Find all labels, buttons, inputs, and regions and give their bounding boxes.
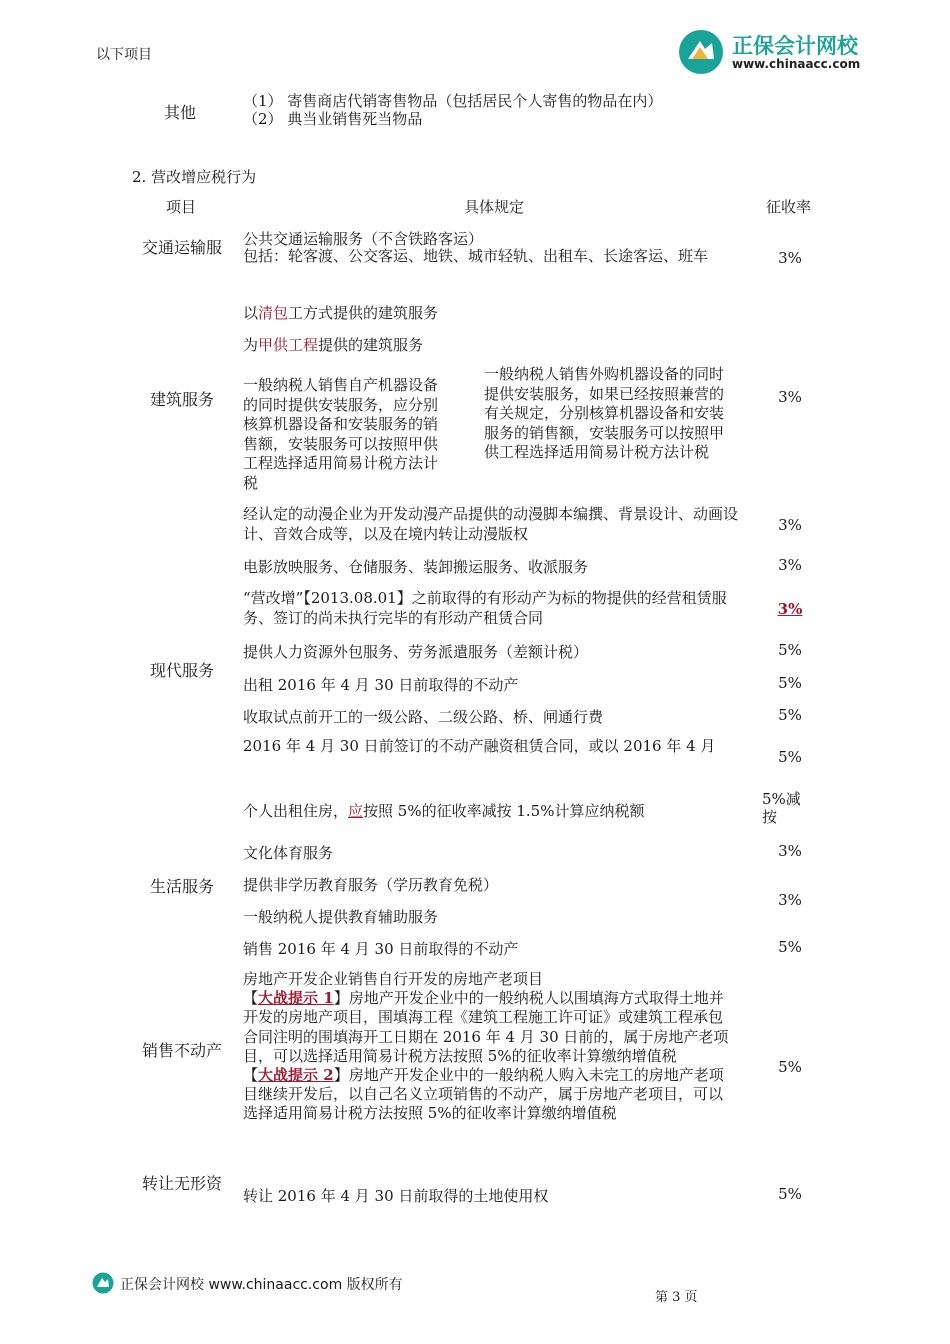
modern-row-1: 经认定的动漫企业为开发动漫产品提供的动漫脚本编撰、背景设计、动画设计、音效合成等，以及在境内转让动漫版权: [243, 505, 739, 543]
realestate-block: [243, 970, 735, 1154]
life-row-3: 一般纳税人提供教育辅助服务: [243, 908, 439, 926]
modern-row-1-rate: 3%: [778, 516, 802, 534]
modern-row-6-rate: 5%: [778, 706, 802, 724]
transport-line-1: 公共交通运输服务（不含铁路客运）: [243, 230, 484, 248]
construction-row-2: 为甲供工程提供的建筑服务: [243, 336, 424, 354]
construction-right-text: 一般纳税人销售外购机器设备的同时提供安装服务，如果已经按照兼营的有关规定，分别核算机器设备和安装服务的销售额，安装服务可以按照甲供工程选择适用简易计税方法计税: [484, 365, 725, 461]
table-header-detail: 具体规定: [464, 198, 525, 216]
realestate-tip-2: 【大战提示 2】房地产开发企业中的一般纳税人购入未完工的房地产老项目继续开发后，以自己名义立项销售的不动产，属于房地产老项目，可以选择适用简易计税方法按照 5%的征收率计算缴纳增值税: [243, 1066, 724, 1123]
footer-text: 正保会计网校 www.chinaacc.com 版权所有: [120, 1277, 403, 1293]
section-title: 2. 营改增应税行为: [132, 168, 257, 186]
page-number: 第 3 页: [655, 1290, 698, 1305]
construction-rate: 3%: [778, 388, 802, 406]
other-item-2: （2） 典当业销售死当物品: [243, 110, 423, 128]
transport-rate: 3%: [778, 249, 802, 267]
life-row-1-rate: 3%: [778, 842, 802, 860]
life-row-4-rate: 5%: [778, 938, 802, 956]
modern-row-8: 个人出租住房，应按照 5%的征收率减按 1.5%计算应纳税额: [243, 802, 645, 820]
modern-row-6: 收取试点前开工的一级公路、二级公路、桥、闸通行费: [243, 708, 604, 726]
realestate-tip-1: 【大战提示 1】房地产开发企业中的一般纳税人以围填海方式取得土地并开发的房地产项目，围填海工程《建筑工程施工许可证》或建筑工程承包合同注明的围填海开工日期在 2016 年 4 月 30 日前的，属于房地产老项目，可以选择适用简易计税方法按照 5%的征收率计算缴纳增值税: [243, 989, 729, 1065]
modern-row-7: 2016 年 4 月 30 日前签订的不动产融资租赁合同，或以 2016 年 4 月: [243, 737, 716, 755]
modern-row-3-rate: 3%: [777, 600, 803, 618]
table-header-item: 项目: [166, 198, 197, 216]
brand-url: www.chinaacc.com: [732, 57, 861, 71]
modern-row-2: 电影放映服务、仓储服务、装卸搬运服务、收派服务: [243, 558, 589, 576]
intangible-category: 转让无形资: [142, 1174, 223, 1193]
life-row-1: 文化体育服务: [243, 844, 334, 862]
construction-category: 建筑服务: [150, 390, 215, 409]
construction-left-text: 一般纳税人销售自产机器设备的同时提供安装服务，应分别核算机器设备和安装服务的销售额，安装服务可以按照甲供工程选择适用简易计税方法计税: [243, 376, 439, 492]
intangible-rate: 5%: [778, 1185, 802, 1203]
modern-category: 现代服务: [150, 661, 215, 680]
modern-row-7-rate: 5%: [778, 748, 802, 766]
modern-row-3: “营改增”【2013.08.01】之前取得的有形动产为标的物提供的经营租赁服务、签订的尚未执行完毕的有形动产租赁合同: [243, 589, 727, 627]
modern-row-5-rate: 5%: [778, 674, 802, 692]
other-category: 其他: [164, 103, 197, 122]
top-left-fragment: 以下项目: [96, 47, 152, 63]
life-row-23-rate: 3%: [778, 891, 802, 909]
transport-line-2: 包括：轮客渡、公交客运、地铁、城市轻轨、出租车、长途客运、班车: [243, 247, 709, 265]
life-row-2: 提供非学历教育服务（学历教育免税）: [243, 876, 499, 894]
construction-row-1: 以清包工方式提供的建筑服务: [243, 304, 439, 322]
realestate-category: 销售不动产: [142, 1041, 223, 1060]
footer-logo-icon: [92, 1272, 114, 1294]
modern-row-2-rate: 3%: [778, 556, 802, 574]
realestate-intro: 房地产开发企业销售自行开发的房地产老项目: [243, 970, 544, 988]
modern-row-4-rate: 5%: [778, 641, 802, 659]
other-item-1: （1） 寄售商店代销寄售物品（包括居民个人寄售的物品在内）: [243, 92, 663, 110]
intangible-text: 转让 2016 年 4 月 30 日前取得的土地使用权: [243, 1187, 549, 1205]
table-header-rate: 征收率: [766, 198, 812, 216]
modern-row-5: 出租 2016 年 4 月 30 日前取得的不动产: [243, 676, 519, 694]
realestate-rate: 5%: [778, 1058, 802, 1076]
modern-row-4: 提供人力资源外包服务、劳务派遣服务（差额计税）: [243, 643, 589, 661]
transport-category: 交通运输服: [142, 238, 223, 257]
life-row-4: 销售 2016 年 4 月 30 日前取得的不动产: [243, 940, 519, 958]
brand-logo-icon: [678, 29, 724, 75]
life-category: 生活服务: [150, 877, 215, 896]
brand-logo: [678, 28, 862, 76]
modern-row-8-rate: 5%减按: [762, 790, 801, 826]
brand-name: 正保会计网校: [732, 34, 858, 58]
